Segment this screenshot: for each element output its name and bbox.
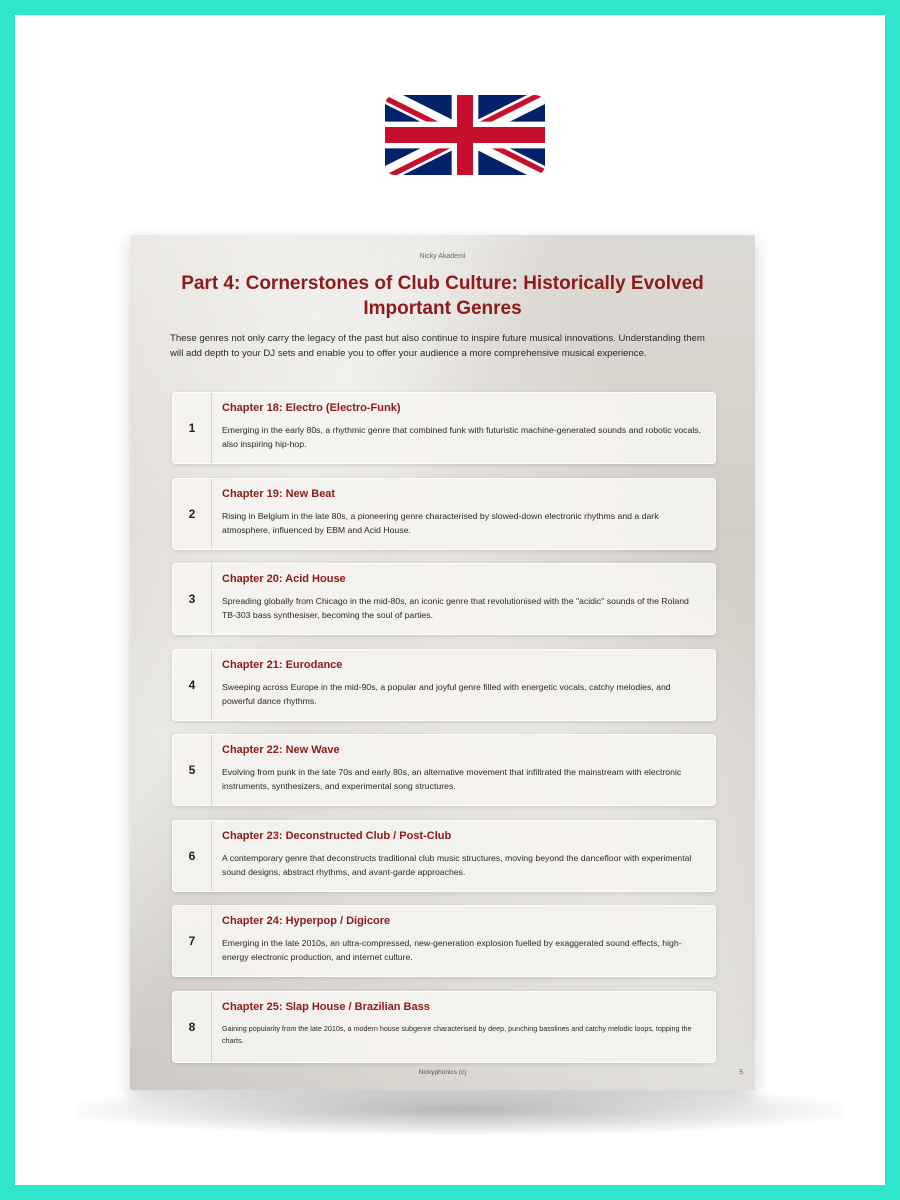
chapter-description: A contemporary genre that deconstructs traditional club music structures, moving beyond the dancefloor with experimental sound designs, abstract rhythms, and avant-garde approaches. (222, 852, 692, 877)
chapter-description: Emerging in the early 80s, a rhythmic genre that combined funk with futuristic machine-generated sounds and robotic vocals, also inspiring hip-hop. (222, 425, 702, 449)
chapter-title: Chapter 20: Acid House (222, 573, 346, 585)
page-title: Part 4: Cornerstones of Club Culture: Historically Evolved Important Genres (181, 273, 704, 319)
chapter-card (172, 905, 716, 977)
document-page (130, 235, 755, 1090)
page-number: 5 (739, 1069, 743, 1076)
chapter-title: Chapter 24: Hyperpop / Digicore (222, 915, 391, 927)
chapter-card (172, 991, 716, 1063)
page-header: Nicky Akademi (419, 253, 466, 260)
chapter-description: Spreading globally from Chicago in the mid-80s, an iconic genre that revolutionised with the "acidic" sounds of the Roland TB-303 bass synthesiser, becoming the soul of parties. (222, 596, 689, 620)
chapter-description: Emerging in the late 2010s, an ultra-compressed, new-generation explosion fuelled by exaggerated sound effects, high-energy electronic production, and internet culture. (222, 938, 682, 962)
page-footer: Nickyphonics (c) (418, 1069, 467, 1076)
chapter-number: 8 (173, 992, 212, 1062)
chapter-card (172, 820, 716, 892)
chapter-card (172, 734, 716, 806)
chapter-card (172, 649, 716, 721)
chapter-list (172, 392, 716, 1076)
chapter-card (172, 392, 716, 464)
chapter-number: 4 (173, 650, 212, 720)
chapter-number: 5 (173, 735, 212, 805)
chapter-title: Chapter 18: Electro (Electro-Funk) (222, 402, 401, 414)
chapter-description: Sweeping across Europe in the mid-90s, a popular and joyful genre filled with energetic vocals, catchy melodies, and powerful dance rhythms. (222, 681, 671, 706)
chapter-description: Gaining popularity from the late 2010s, a modern house subgenre characterised by deep, punching basslines and catchy melodic loops, topping the charts. (222, 1023, 692, 1045)
chapter-card (172, 563, 716, 635)
chapter-title: Chapter 22: New Wave (222, 744, 340, 756)
chapter-title: Chapter 23: Deconstructed Club / Post-Club (222, 829, 452, 842)
intro-paragraph: These genres not only carry the legacy of the past but also continue to inspire future musical innovations. Understanding them will add depth to your DJ sets and enable you to offer your audience a more comprehensive musical experience. (170, 333, 705, 359)
page-shadow (75, 1085, 845, 1135)
chapter-card (172, 478, 716, 550)
chapter-description: Evolving from punk in the late 70s and early 80s, an alternative movement that infiltrated the mainstream with electronic instruments, synthesizers, and experimental song structures. (222, 767, 682, 791)
chapter-number: 1 (173, 393, 212, 463)
chapter-number: 6 (173, 821, 212, 891)
chapter-number: 7 (173, 906, 212, 976)
uk-flag-icon (385, 95, 545, 175)
chapter-title: Chapter 19: New Beat (222, 487, 336, 500)
chapter-title: Chapter 25: Slap House / Brazilian Bass (222, 1000, 430, 1013)
chapter-number: 3 (173, 564, 212, 634)
chapter-description: Rising in Belgium in the late 80s, a pioneering genre characterised by slowed-down electronic rhythms and a dark atmosphere, influenced by EBM and Acid House. (222, 510, 659, 535)
chapter-title: Chapter 21: Eurodance (222, 658, 343, 671)
chapter-number: 2 (173, 479, 212, 549)
